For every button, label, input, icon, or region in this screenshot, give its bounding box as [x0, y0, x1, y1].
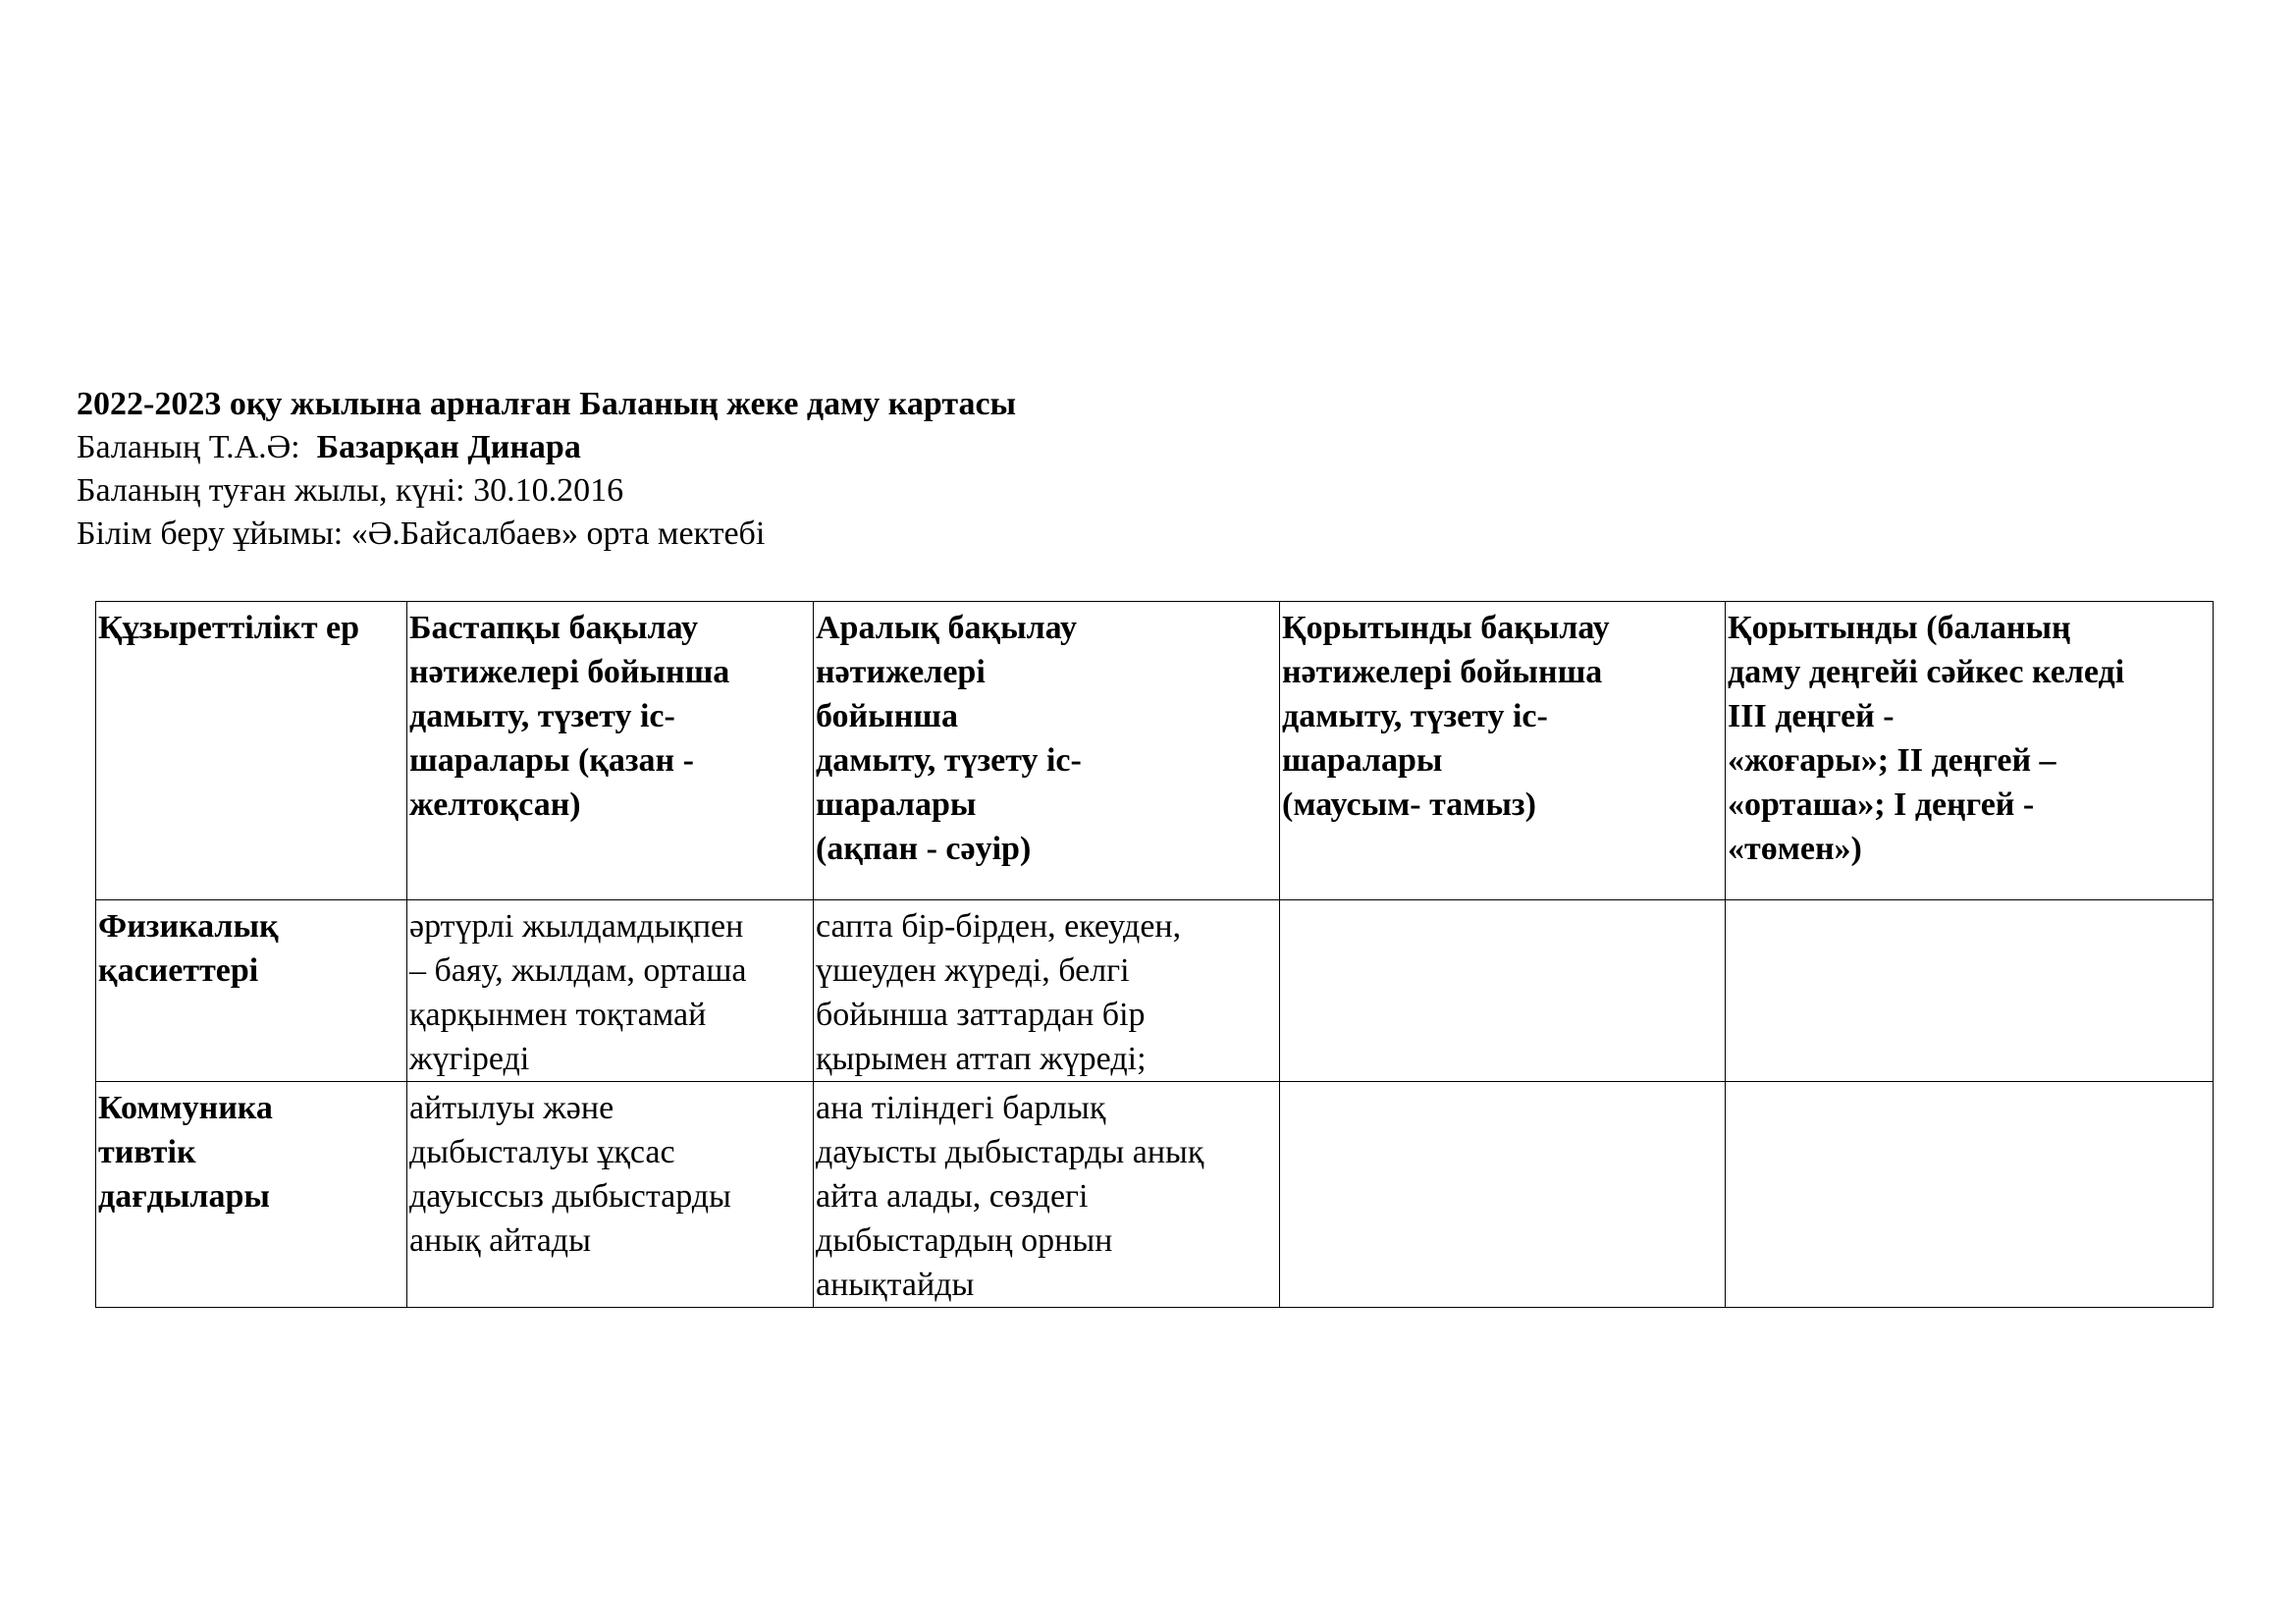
- initial-cell: әртүрлі жылдамдықпен – баяу, жылдам, орташа қарқынмен тоқтамай жүгіреді: [407, 900, 814, 1082]
- birth-date-line: [77, 469, 1451, 513]
- child-name-label: Баланың Т.А.Ә:: [77, 429, 300, 465]
- child-name-line: [77, 426, 1451, 469]
- document-header: [77, 383, 1451, 556]
- document-title: 2022-2023 оқу жылына арналған Баланың жеке даму картасы: [77, 386, 1017, 422]
- header-initial-monitoring: Бастапқы бақылау нәтижелері бойынша дамыту, түзету іс- шаралары (қазан - желтоқсан): [407, 602, 814, 900]
- result-cell: [1726, 900, 2214, 1082]
- header-final-monitoring: Қорытынды бақылау нәтижелері бойынша дамыту, түзету іс- шаралары (маусым- тамыз): [1280, 602, 1726, 900]
- intermediate-cell: сапта бір-бірден, екеуден, үшеуден жүреді, белгі бойынша заттардан бір қырымен аттап жүреді;: [814, 900, 1280, 1082]
- organization-line: [77, 513, 1451, 556]
- child-name: Базарқан Динара: [316, 429, 581, 465]
- birth-date-label: Баланың туған жылы, күні:: [77, 472, 465, 509]
- header-result: Қорытынды (баланың даму деңгейі сәйкес келеді III деңгей - «жоғары»; II деңгей – «орташа»; I деңгей - «төмен»): [1726, 602, 2214, 900]
- organization-label: Білім беру ұйымы:: [77, 515, 344, 552]
- organization-name: «Ә.Байсалбаев» орта мектебі: [350, 515, 766, 552]
- intermediate-cell: ана тіліндегі барлық дауысты дыбыстарды анық айта алады, сөздегі дыбыстардың орнын анықтайды: [814, 1082, 1280, 1308]
- table-row: [96, 1082, 2214, 1308]
- table-row: [96, 900, 2214, 1082]
- competency-cell: Физикалық қасиеттері: [96, 900, 407, 1082]
- initial-cell: айтылуы және дыбысталуы ұқсас дауыссыз дыбыстарды анық айтады: [407, 1082, 814, 1308]
- header-competency: Құзыреттілікт ер: [96, 602, 407, 900]
- result-cell: [1726, 1082, 2214, 1308]
- development-table: [95, 601, 2214, 1308]
- table-header-row: [96, 602, 2214, 900]
- final-cell: [1280, 1082, 1726, 1308]
- header-intermediate-monitoring: Аралық бақылау нәтижелері бойынша дамыту, түзету іс- шаралары (ақпан - сәуір): [814, 602, 1280, 900]
- competency-cell: Коммуника тивтік дағдылары: [96, 1082, 407, 1308]
- birth-date: 30.10.2016: [473, 472, 624, 509]
- final-cell: [1280, 900, 1726, 1082]
